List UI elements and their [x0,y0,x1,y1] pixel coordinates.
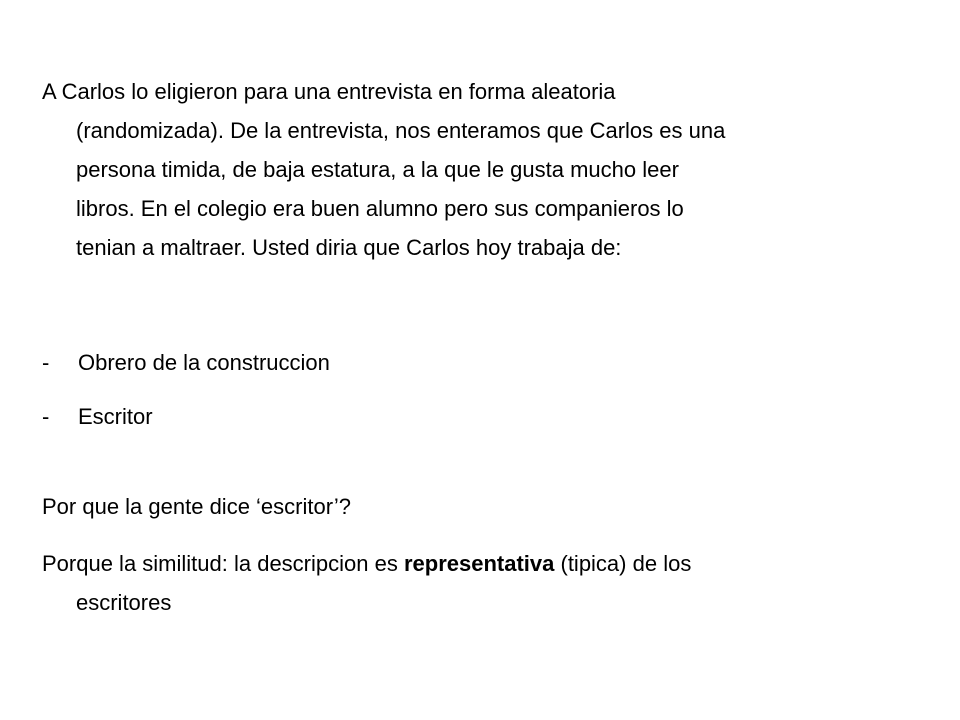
question-paragraph [42,487,842,526]
intro-line-4: libros. En el colegio era buen alumno pero sus companieros lo [76,196,684,221]
option-dash: - [42,350,50,375]
option-text: Obrero de la construccion [78,350,330,375]
intro-line-5: tenian a maltraer. Usted diria que Carlos hoy trabaja de: [76,235,622,260]
answer-text-before: Porque la similitud: la descripcion es [42,551,404,576]
question-text: Por que la gente dice ‘escritor’? [42,494,351,519]
answer-line-2: escritores [76,590,172,615]
intro-line-2: (randomizada). De la entrevista, nos enteramos que Carlos es una [76,118,726,143]
intro-paragraph [42,72,842,267]
option-item-escritor [42,397,842,436]
option-dash: - [42,404,50,429]
answer-paragraph [42,544,842,622]
intro-line-3: persona timida, de baja estatura, a la que le gusta mucho leer [76,157,679,182]
intro-line-1: A Carlos lo eligieron para una entrevista en forma aleatoria [42,79,616,104]
answer-text-after: (tipica) de los [554,551,692,576]
option-text: Escritor [78,404,153,429]
answer-bold-term: representativa [403,551,555,576]
option-item-obrero [42,343,842,382]
